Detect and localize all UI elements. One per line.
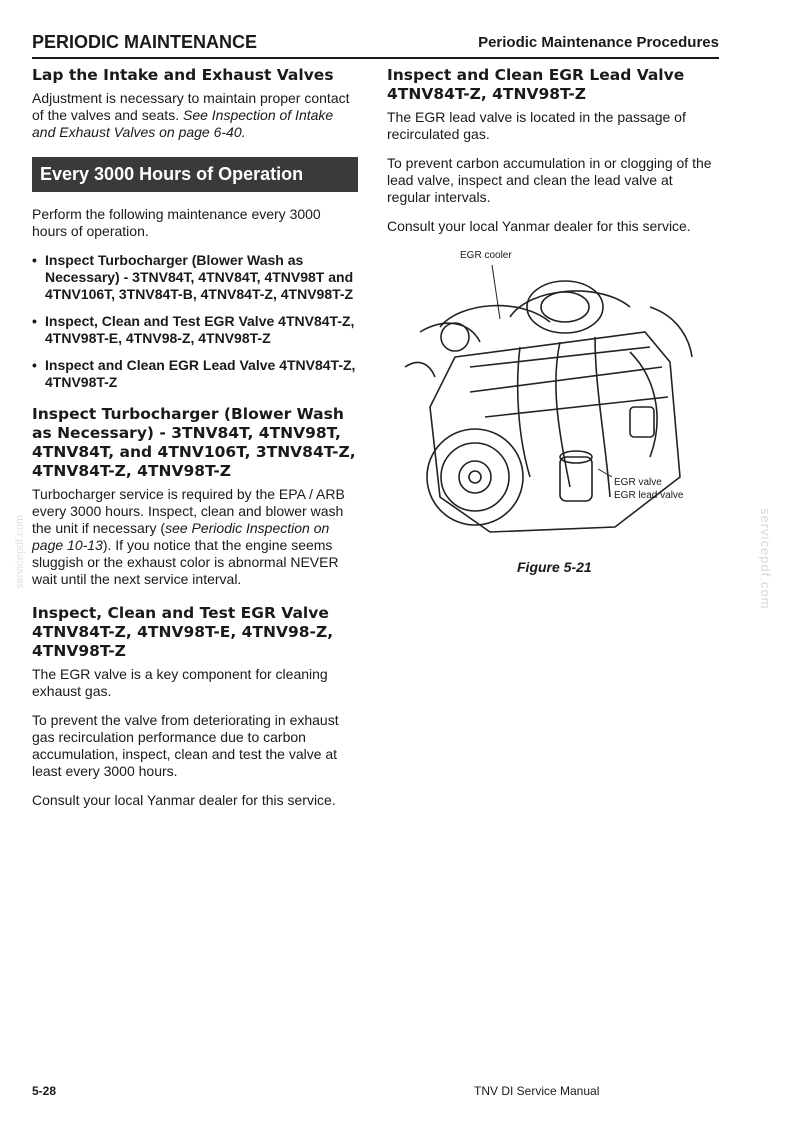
- egr-lead-valve-text-1: The EGR lead valve is located in the passage of recirculated gas.: [387, 109, 686, 142]
- manual-title: TNV DI Service Manual: [474, 1084, 600, 1098]
- list-item-text: Inspect, Clean and Test EGR Valve 4TNV84T-Z, 4TNV98T-E, 4TNV98-Z, 4TNV98T-Z: [45, 313, 355, 346]
- lap-valves-reference-link[interactable]: See Inspection of Intake and Exhaust Valves on page 6-40.: [32, 107, 334, 140]
- engine-figure: [400, 247, 700, 551]
- lap-valves-body: Adjustment is necessary to maintain proper contact of the valves and seats.: [32, 90, 350, 123]
- list-item-text: Inspect and Clean EGR Lead Valve 4TNV84T-Z, 4TNV98T-Z: [45, 357, 356, 390]
- watermark-left: servicepdf.com: [14, 515, 26, 589]
- bullet-icon: •: [32, 357, 37, 373]
- list-item-text: Inspect Turbocharger (Blower Wash as Necessary) - 3TNV84T, 4TNV84T, 4TNV98T and 4TNV106T, 3TNV84T-B, 4TNV84T-Z, 4TNV98T-Z: [45, 252, 354, 302]
- lap-valves-text: [32, 90, 358, 141]
- egr-valve-text-1: The EGR valve is a key component for cleaning exhaust gas.: [32, 666, 328, 699]
- turbocharger-body-b: ). If you notice that the engine seems sluggish or the exhaust color is abnormal NEVER wait until the next service interval.: [32, 537, 339, 587]
- page-number: 5-28: [32, 1084, 57, 1098]
- turbocharger-heading: Inspect Turbocharger (Blower Wash as Necessary) - 3TNV84T, 4TNV98T, 4TNV84T, and 4TNV106T, 3TNV84T-Z, 4TNV84T-Z, 4TNV98T-Z: [32, 405, 356, 480]
- periodic-inspection-link[interactable]: see Periodic Inspection on page 10-13: [32, 520, 330, 553]
- list-item: [32, 313, 358, 347]
- egr-valve-label: EGR valve: [614, 477, 662, 488]
- figure-caption: Figure 5-21: [517, 559, 592, 575]
- egr-lead-valve-heading: Inspect and Clean EGR Lead Valve 4TNV84T-Z, 4TNV98T-Z: [387, 66, 685, 103]
- egr-lead-valve-text-2: To prevent carbon accumulation in or clogging of the lead valve, inspect and clean the lead valve at regular intervals.: [387, 155, 712, 205]
- maintenance-list: [32, 252, 358, 391]
- list-item: [32, 252, 358, 303]
- left-column: [32, 66, 358, 821]
- interval-banner: Every 3000 Hours of Operation: [32, 157, 358, 192]
- lap-valves-heading: Lap the Intake and Exhaust Valves: [32, 66, 334, 84]
- egr-valve-text-3: Consult your local Yanmar dealer for this service.: [32, 792, 336, 808]
- egr-lead-valve-text-3: Consult your local Yanmar dealer for this service.: [387, 218, 691, 234]
- bullet-icon: •: [32, 252, 37, 268]
- egr-valve-heading: Inspect, Clean and Test EGR Valve 4TNV84T-Z, 4TNV98T-E, 4TNV98-Z, 4TNV98T-Z: [32, 604, 334, 660]
- turbocharger-text: [32, 486, 358, 588]
- egr-cooler-label: EGR cooler: [460, 250, 512, 261]
- turbocharger-body-a: Turbocharger service is required by the EPA / ARB every 3000 hours. Inspect, clean and blower wash the unit if necessary (: [32, 486, 345, 536]
- egr-valve-text-2: To prevent the valve from deteriorating in exhaust gas recirculation performance due to carbon accumulation, inspect, clean and test the valve at least every 3000 hours.: [32, 712, 339, 779]
- bullet-icon: •: [32, 313, 37, 329]
- engine-illustration: [400, 247, 700, 551]
- list-item: [32, 357, 358, 391]
- chapter-title: Periodic Maintenance Procedures: [478, 34, 719, 51]
- right-column: [387, 66, 719, 575]
- section-title: PERIODIC MAINTENANCE: [32, 32, 258, 52]
- header-rule: [32, 57, 719, 59]
- watermark-right: servicepdf.com: [758, 508, 773, 610]
- interval-intro: Perform the following maintenance every 3000 hours of operation.: [32, 206, 321, 239]
- egr-lead-valve-label: EGR lead valve: [614, 490, 684, 501]
